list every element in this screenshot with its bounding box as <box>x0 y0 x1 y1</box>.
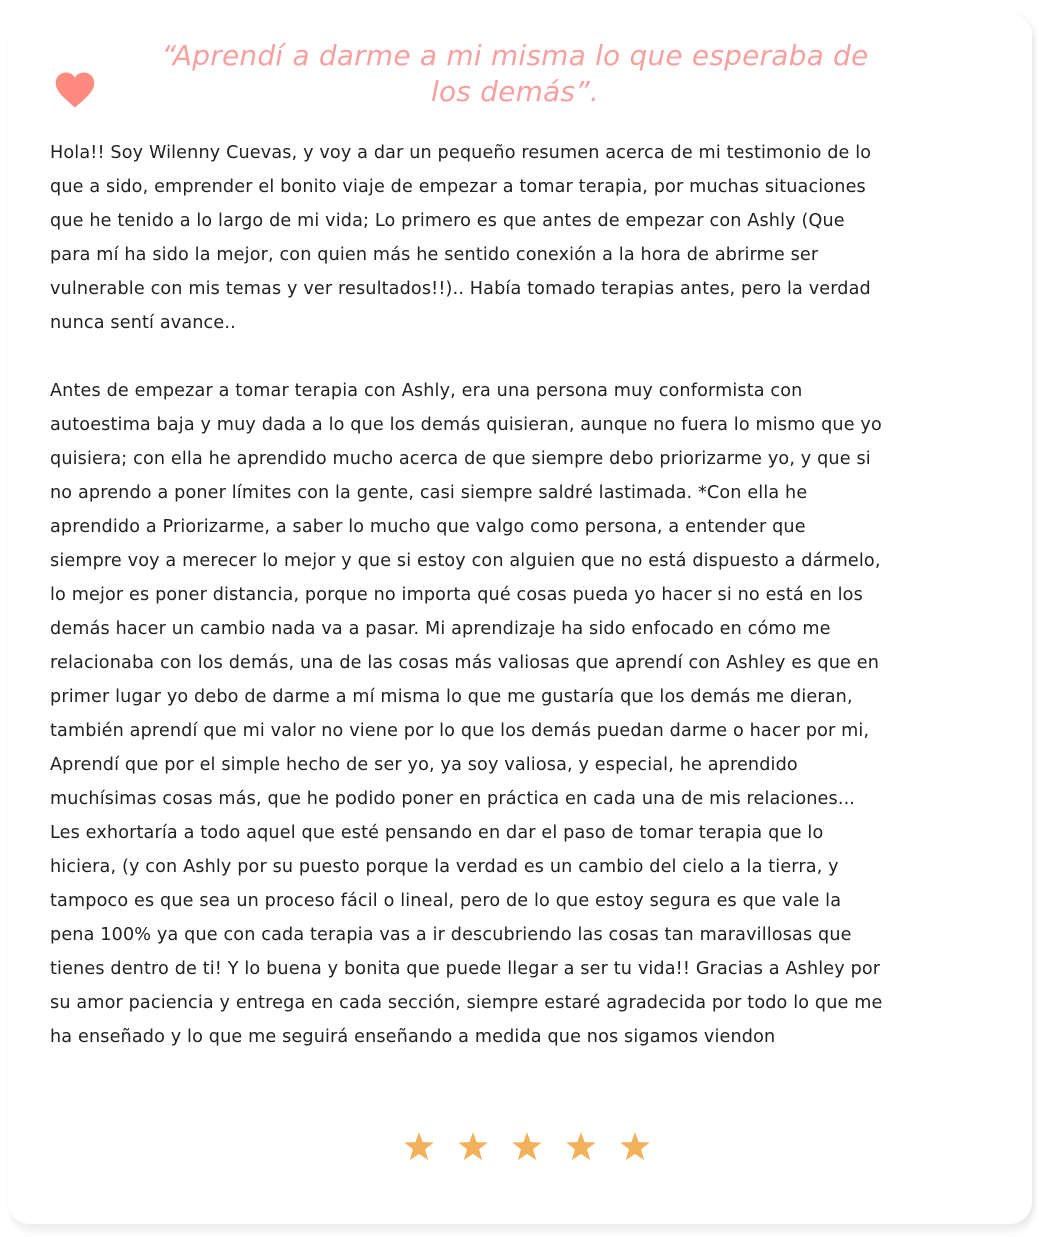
text-line: que a sido, emprender el bonito viaje de empezar a tomar terapia, por muchas situaciones <box>50 177 866 197</box>
text-line: vulnerable con mis temas y ver resultados!!).. Había tomado terapias antes, pero la verdad <box>50 279 871 299</box>
text-line: su amor paciencia y entrega en cada sección, siempre estaré agradecida por todo lo que me <box>50 993 883 1013</box>
text-line: demás hacer un cambio nada va a pasar. Mi aprendizaje ha sido enfocado en cómo me <box>50 619 831 639</box>
text-line: tampoco es que sea un proceso fácil o lineal, pero de lo que estoy segura es que vale la <box>50 891 842 911</box>
text-line: no aprendo a poner límites con la gente, casi siempre saldré lastimada. *Con ella he <box>50 483 808 503</box>
paragraph-1 <box>50 136 980 340</box>
text-line: Aprendí que por el simple hecho de ser yo, ya soy valiosa, y especial, he aprendido <box>50 755 798 775</box>
star-icon <box>564 1130 598 1164</box>
text-line: relacionaba con los demás, una de las cosas más valiosas que aprendí con Ashley es que en <box>50 653 879 673</box>
text-line: primer lugar yo debo de darme a mí misma lo que me gustaría que los demás me dieran, <box>50 687 853 707</box>
heart-icon <box>54 70 96 110</box>
testimonial-body <box>50 136 980 1054</box>
text-line: hiciera, (y con Ashly por su puesto porque la verdad es un cambio del cielo a la tierra, y <box>50 857 839 877</box>
text-line: ha enseñado y lo que me seguirá enseñando a medida que nos sigamos viendon <box>50 1027 776 1047</box>
text-line: pena 100% ya que con cada terapia vas a ir descubriendo las cosas tan maravillosas que <box>50 925 852 945</box>
text-line: que he tenido a lo largo de mi vida; Lo primero es que antes de empezar con Ashly (Que <box>50 211 845 231</box>
text-line: para mí ha sido la mejor, con quien más he sentido conexión a la hora de abrirme ser <box>50 245 819 265</box>
text-line: quisiera; con ella he aprendido mucho acerca de que siempre debo priorizarme yo, y que si <box>50 449 871 469</box>
text-line: Antes de empezar a tomar terapia con Ashly, era una persona muy conformista con <box>50 381 803 401</box>
text-line: Hola!! Soy Wilenny Cuevas, y voy a dar un pequeño resumen acerca de mi testimonio de lo <box>50 143 872 163</box>
text-line: tienes dentro de ti! Y lo buena y bonita que puede llegar a ser tu vida!! Gracias a Ashley por <box>50 959 881 979</box>
text-line: autoestima baja y muy dada a lo que los demás quisieran, aunque no fuera lo mismo que yo <box>50 415 882 435</box>
star-icon <box>510 1130 544 1164</box>
testimonial-quote <box>140 38 890 110</box>
text-line: nunca sentí avance.. <box>50 313 236 333</box>
paragraph-2 <box>50 374 980 1054</box>
star-rating <box>402 1130 652 1164</box>
quote-line: los demás”. <box>430 75 600 108</box>
text-line: siempre voy a merecer lo mejor y que si estoy con alguien que no está dispuesto a dármelo, <box>50 551 881 571</box>
text-line: también aprendí que mi valor no viene por lo que los demás puedan darme o hacer por mi, <box>50 721 870 741</box>
star-icon <box>618 1130 652 1164</box>
star-icon <box>456 1130 490 1164</box>
star-icon <box>402 1130 436 1164</box>
quote-line: “Aprendí a darme a mi misma lo que esperaba de <box>161 39 869 72</box>
text-line: muchísimas cosas más, que he podido poner en práctica en cada una de mis relaciones... <box>50 789 856 809</box>
text-line: lo mejor es poner distancia, porque no importa qué cosas pueda yo hacer si no está en los <box>50 585 863 605</box>
text-line: aprendido a Priorizarme, a saber lo mucho que valgo como persona, a entender que <box>50 517 806 537</box>
text-line: Les exhortaría a todo aquel que esté pensando en dar el paso de tomar terapia que lo <box>50 823 824 843</box>
